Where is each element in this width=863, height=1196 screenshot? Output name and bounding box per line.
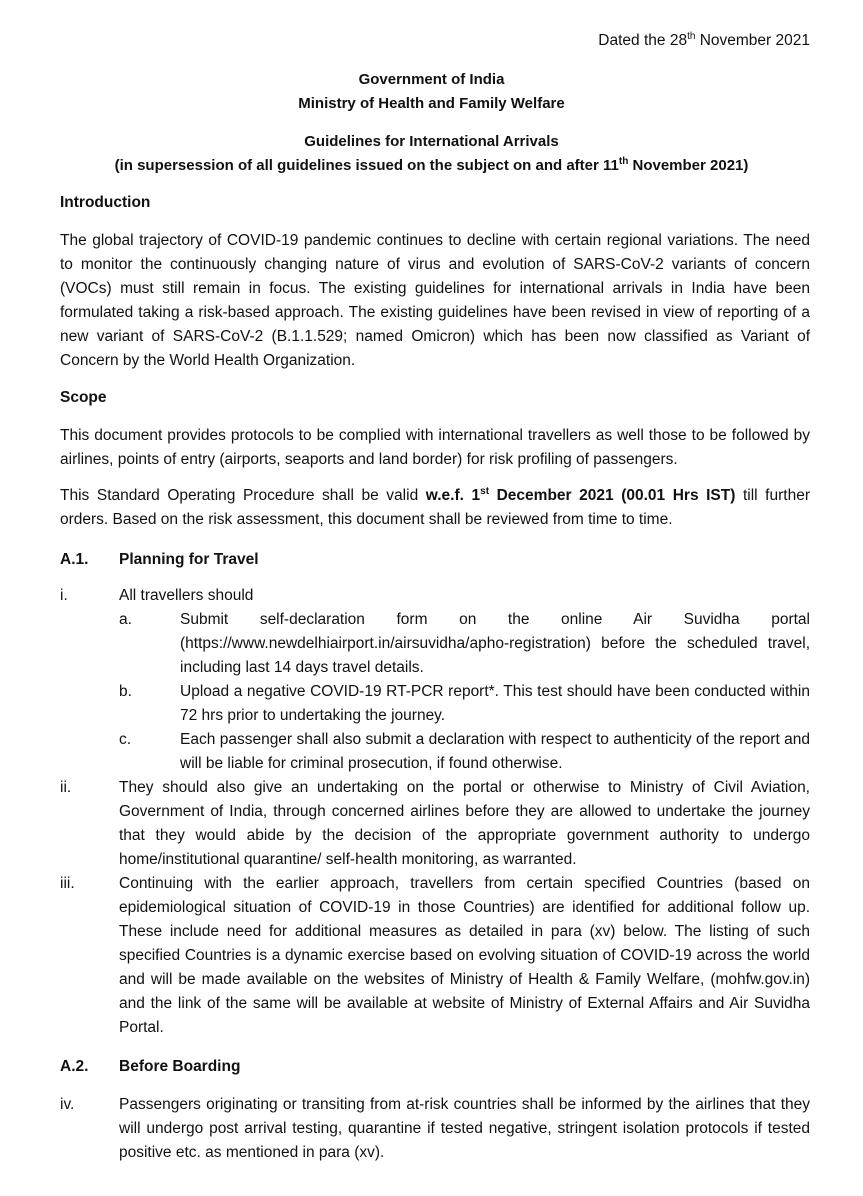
sub-item-letter: c.	[119, 731, 132, 748]
section-number: A.1.	[60, 551, 89, 568]
government-line: Government of India	[358, 71, 505, 88]
section-title: Before Boarding	[119, 1058, 241, 1075]
sub-item-text: Upload a negative COVID-19 RT-PCR report*. This test should have been conducted within 72 hrs prior to undertaking the journey.	[180, 683, 810, 724]
sub-item-text: Submit self-declaration form on the online Air Suvidha portal (https://www.newdelhiairport.in/airsuvidha/apho-registration) before the scheduled travel, including last 14 days travel details.	[180, 611, 810, 676]
item-text: They should also give an undertaking on the portal or otherwise to Ministry of Civil Aviation, Government of India, through concerned airlines before they are allowed to undertake the journey that they would abide by the decision of the appropriate government authority to undergo home/institutional quarantine/ self-health monitoring, as warranted.	[119, 779, 810, 868]
title-line: Guidelines for International Arrivals	[304, 133, 559, 150]
introduction-text: The global trajectory of COVID-19 pandemic continues to decline with certain regional variations. The need to monitor the continuously changing nature of virus and evolution of SARS-CoV-2 variants of concern (VOCs) must still remain in focus. The existing guidelines for international arrivals in India have been formulated taking a risk-based approach. The existing guidelines have been revised in view of reporting of a new variant of SARS-CoV-2 (B.1.1.529; named Omicron) which has been now classified as Variant of Concern by the World Health Organization.	[60, 232, 810, 369]
sub-item-text: Each passenger shall also submit a declaration with respect to authenticity of the report and will be liable for criminal prosecution, if found otherwise.	[180, 731, 810, 772]
introduction-heading: Introduction	[60, 194, 151, 211]
validity-text: This Standard Operating Procedure shall be valid w.e.f. 1st December 2021 (00.01 Hrs IST) till further orders. Based on the risk assessment, this document shall be reviewed from time to time.	[60, 485, 810, 528]
document-title	[0, 130, 863, 178]
list-item	[60, 776, 810, 872]
item-text: Continuing with the earlier approach, travellers from certain specified Countries (based on epidemiological situation of COVID-19 in those Countries) are identified for additional follow up. These include need for additional measures as detailed in para (xv) below. The listing of such specified Countries is a dynamic exercise based on evolving situation of COVID-19 across the world and will be made available on the websites of Ministry of Health & Family Welfare, (mohfw.gov.in) and the link of the same will be available at website of Ministry of External Affairs and Air Suvidha Portal.	[119, 875, 810, 1036]
sub-list-item	[119, 608, 810, 680]
scope-text: This document provides protocols to be complied with international travellers as well those to be followed by airlines, points of entry (airports, seaports and land border) for risk profiling of passengers.	[60, 427, 810, 468]
section-number: A.2.	[60, 1058, 89, 1075]
document-date: Dated the 28th November 2021	[598, 30, 810, 49]
item-text: All travellers should	[119, 587, 254, 604]
item-text: Passengers originating or transiting from at-risk countries shall be informed by the airlines that they will undergo post arrival testing, quarantine if tested negative, stringent isolation protocols if tested positive etc. as mentioned in para (xv).	[119, 1096, 810, 1161]
issuing-authority	[0, 68, 863, 116]
sub-item-letter: b.	[119, 683, 132, 700]
item-number: iv.	[60, 1096, 75, 1113]
item-number: ii.	[60, 779, 72, 796]
item-number: iii.	[60, 875, 75, 892]
sub-list-item	[119, 728, 810, 776]
sub-item-letter: a.	[119, 611, 132, 628]
item-number: i.	[60, 587, 68, 604]
sub-list-item	[119, 680, 810, 728]
subtitle-line: (in supersession of all guidelines issued on the subject on and after 11th November 2021)	[114, 156, 749, 174]
list-item	[60, 872, 810, 1040]
list-item	[60, 584, 810, 608]
list-item	[60, 1093, 810, 1165]
scope-heading: Scope	[60, 389, 107, 406]
section-title: Planning for Travel	[119, 551, 259, 568]
ministry-line: Ministry of Health and Family Welfare	[298, 95, 565, 112]
